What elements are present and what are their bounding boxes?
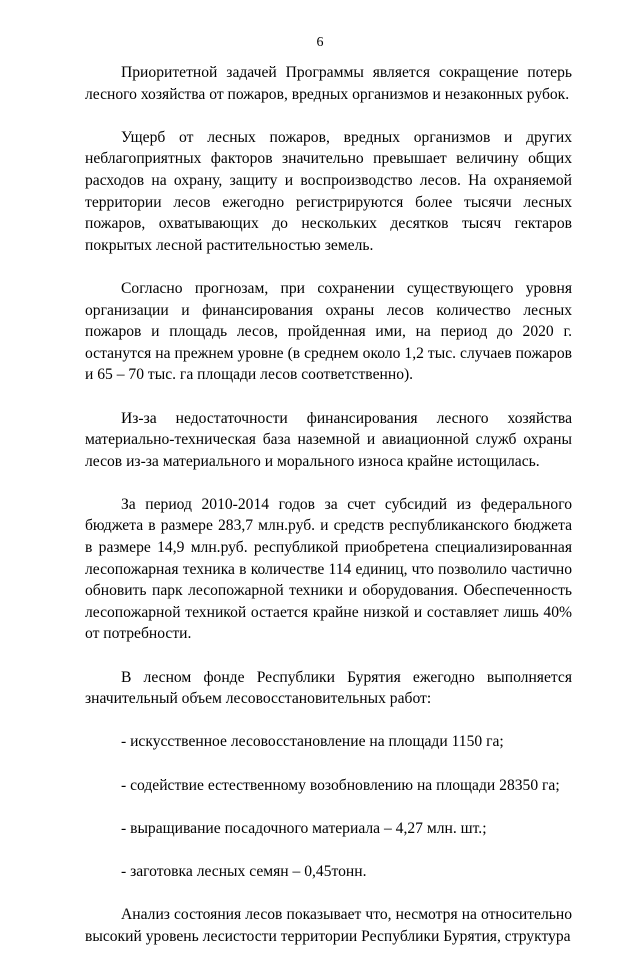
list-item-planting-material: - выращивание посадочного материала – 4,27 млн. шт.; [121, 819, 487, 837]
paragraph-priority-task: Приоритетной задачей Программы является сокращение потерь лесного хозяйства от пожаров, вредных организмов и незаконных рубок. [85, 64, 572, 103]
paragraph-funding-shortage: Из-за недостаточности финансирования лесного хозяйства материально-техническая база наземной и авиационной служб охраны лесов из-за материального и морального износа крайне истощилась. [85, 409, 572, 470]
paragraph-analysis: Анализ состояния лесов показывает что, несмотря на относительно высокий уровень лесистости территории Республики Бурятия, структура [85, 906, 572, 945]
paragraph-damage: Ущерб от лесных пожаров, вредных организмов и других неблагоприятных факторов значительно превышает величину общих расходов на охрану, защиту и воспроизводство лесов. На охраняемой территории лесов ежегодно регистрируются более тысячи лесных пожаров, охватывающих до нескольких десятков тысяч гектаров покрытых лесной растительностью земель. [85, 128, 572, 254]
list-item-seed-harvest: - заготовка лесных семян – 0,45тонн. [121, 862, 367, 880]
document-body [85, 62, 572, 969]
list-item-artificial-reforestation: - искусственное лесовосстановление на площади 1150 га; [121, 733, 504, 751]
paragraph-reforestation-intro: В лесном фонде Республики Бурятия ежегодно выполняется значительный объем лесовосстановительных работ: [85, 668, 572, 708]
list-item-natural-regeneration: - содействие естественному возобновлению на площади 28350 га; [121, 776, 560, 794]
page-number: 6 [316, 35, 324, 50]
paragraph-equipment: За период 2010-2014 годов за счет субсидий из федерального бюджета в размере 283,7 млн.руб. и средств республиканского бюджета в размере 14,9 млн.руб. республикой приобретена специализированная лесопожарная техника в количестве 114 единиц, что позволило частично обновить парк лесопожарной техники и оборудования. Обеспеченность лесопожарной техникой остается крайне низкой и составляет лишь 40% от потребности. [85, 495, 572, 643]
paragraph-forecast: Согласно прогнозам, при сохранении существующего уровня организации и финансирования охраны лесов количество лесных пожаров и площадь лесов, пройденная ими, на период до 2020 г. останутся на прежнем уровне (в среднем около 1,2 тыс. случаев пожаров и 65 – 70 тыс. га площади лесов соответственно). [85, 279, 572, 384]
